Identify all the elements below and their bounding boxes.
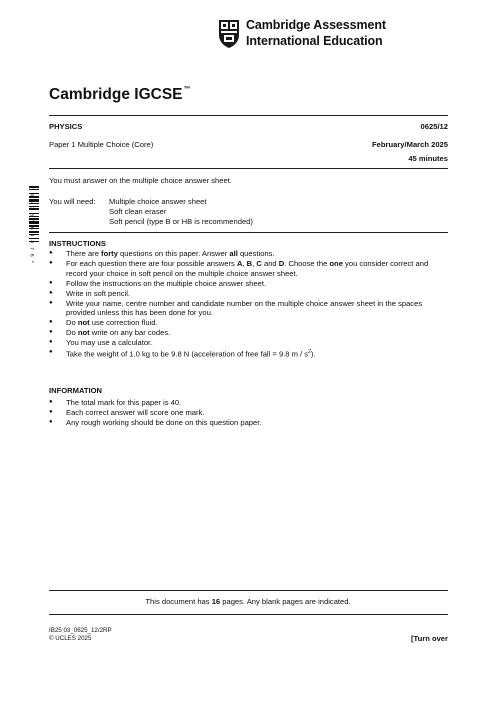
subject-name: PHYSICS: [49, 122, 83, 131]
cambridge-shield-icon: [218, 19, 240, 49]
cambridge-logo: [218, 18, 386, 52]
list-item: ● Write your name, centre number and candidate number on the multiple choice answer sheet in the spaces provided unless this has been done for you.: [49, 299, 451, 319]
list-item: ● There are forty questions on this paper. Answer all questions.: [49, 249, 451, 259]
trademark-mark: ™: [183, 86, 191, 93]
paper-code: 0625/12: [420, 122, 448, 131]
answer-sheet-note: You must answer on the multiple choice answer sheet.: [49, 176, 232, 185]
brand-name: Cambridge IGCSE: [49, 86, 183, 103]
candidate-barcode: [23, 186, 39, 266]
logo-line-2: International Education: [246, 34, 383, 48]
header-rule: [49, 115, 448, 116]
list-item: ● Write in soft pencil.: [49, 289, 451, 299]
information-list: [49, 398, 451, 428]
list-item: ● Each correct answer will score one mark.: [49, 408, 451, 418]
list-item: ● Take the weight of 1.0 kg to be 9.8 N (acceleration of free fall = 9.8 m / $s^2$).: [49, 348, 451, 359]
material-item: Soft pencil (type B or HB is recommended): [109, 217, 253, 226]
materials-list: [109, 197, 253, 227]
paper-title: Paper 1 Multiple Choice (Core): [49, 140, 154, 149]
materials-rule: [49, 168, 448, 169]
list-item: ● For each question there are four possible answers A, B, C and D. Choose the one you consider correct and record your choice in soft pencil on the multiple choice answer sheet.: [49, 259, 451, 279]
list-item: ● The total mark for this paper is 40.: [49, 398, 451, 408]
list-item: ● Any rough working should be done on this question paper.: [49, 418, 451, 428]
footer-bottom-rule: [49, 614, 448, 615]
turn-over-label: [Turn over: [411, 634, 448, 643]
material-item: Soft clean eraser: [109, 207, 167, 216]
list-item: ● You may use a calculator.: [49, 338, 451, 348]
logo-line-1: Cambridge Assessment: [246, 18, 386, 32]
list-item: ● Do not write on any bar codes.: [49, 328, 451, 338]
document-reference: IB25 03_0625_12/2RP: [49, 627, 112, 634]
page-count-note: This document has 16 pages. Any blank pages are indicated.: [145, 597, 351, 606]
instructions-heading: INSTRUCTIONS: [49, 239, 106, 248]
instructions-rule: [49, 232, 448, 233]
exam-duration: 45 minutes: [408, 154, 448, 163]
footer-rule: [49, 590, 448, 591]
list-item: ● Follow the instructions on the multiple choice answer sheet.: [49, 279, 451, 289]
need-label: You will need:: [49, 197, 96, 206]
material-item: Multiple choice answer sheet: [109, 197, 207, 206]
copyright-notice: © UCLES 2025: [49, 635, 92, 642]
information-heading: INFORMATION: [49, 386, 103, 395]
brand-title: [49, 86, 191, 104]
barcode-text: * 4 5 7 3 5 6 4 8 7 6 *: [28, 186, 34, 264]
instructions-list: [49, 249, 451, 360]
list-item: ● Do not use correction fluid.: [49, 318, 451, 328]
exam-session: February/March 2025: [372, 140, 448, 149]
